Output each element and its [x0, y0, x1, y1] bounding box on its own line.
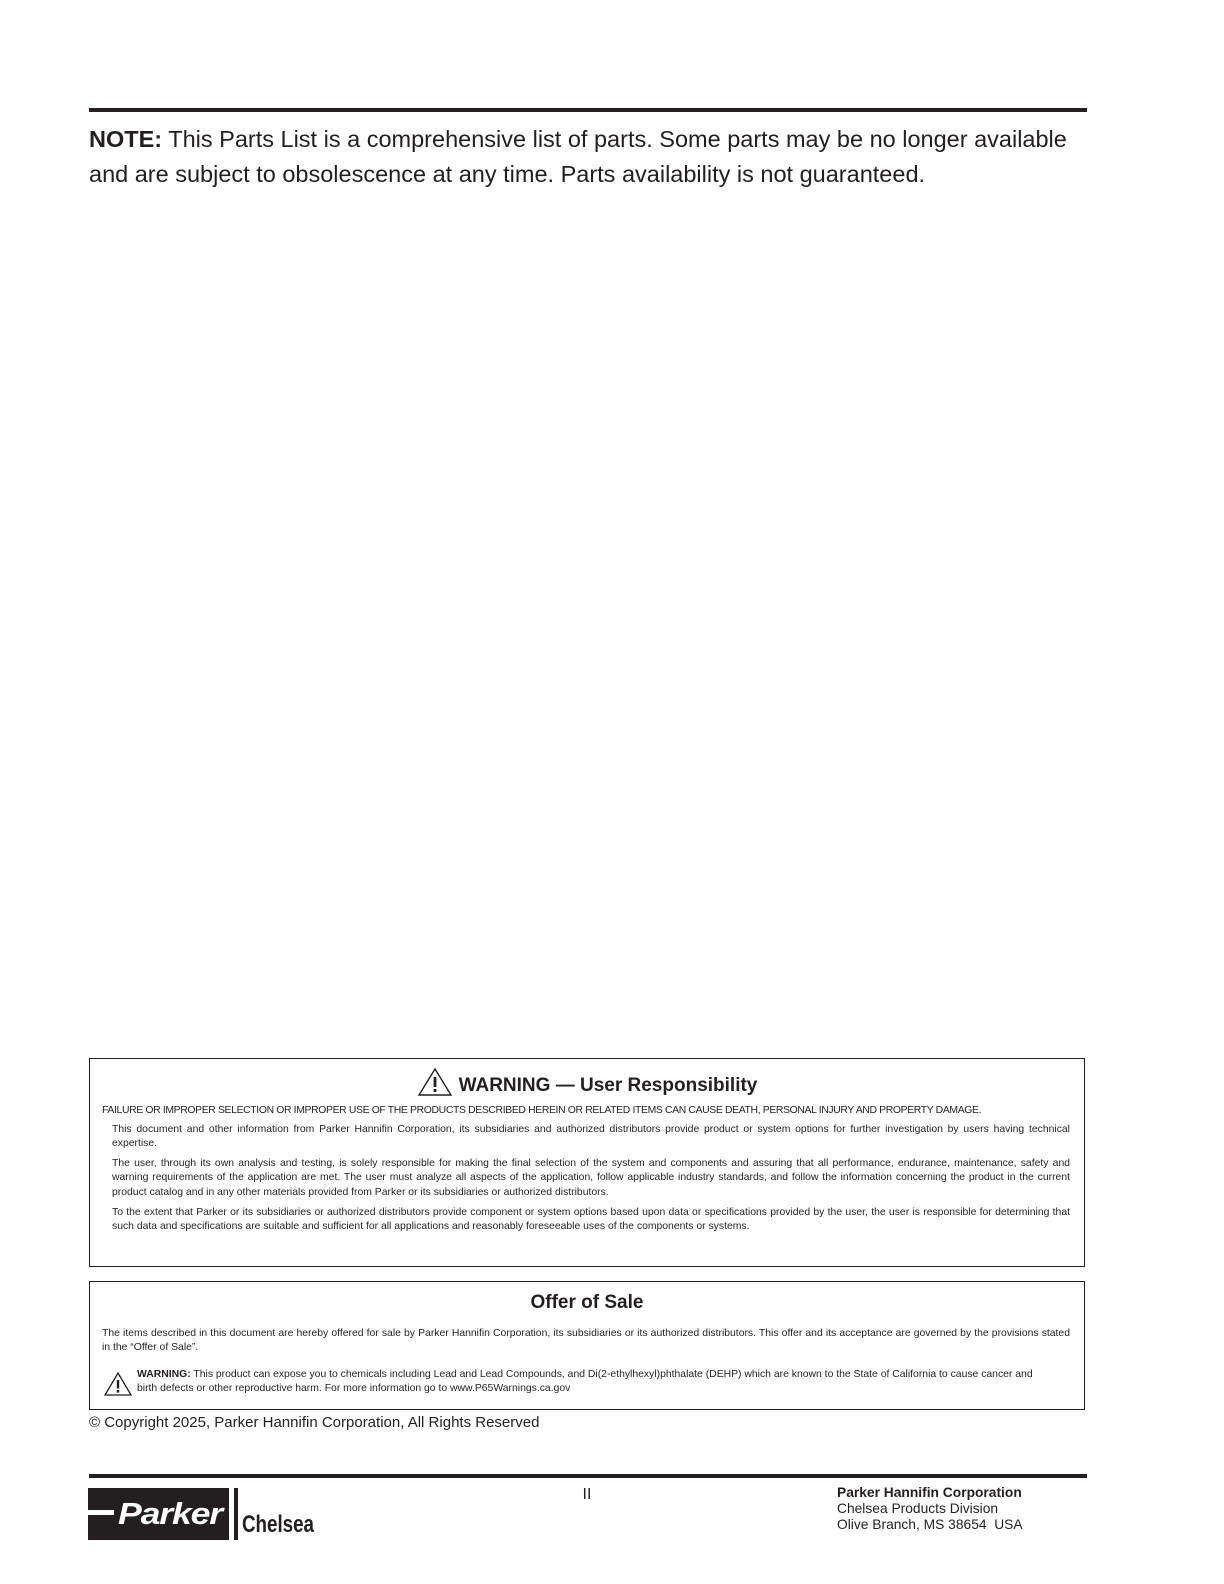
top-rule: [89, 108, 1087, 112]
offer-of-sale-box: [89, 1281, 1085, 1410]
prop65-text: [137, 1368, 1044, 1397]
logo-chelsea-text: Chelsea: [242, 1511, 315, 1538]
warning-box: [89, 1058, 1085, 1267]
offer-title: Offer of Sale: [530, 1292, 644, 1313]
warning-paragraph: The user, through its own analysis and testing, is solely responsible for making the final selection of the system and components and assuring that all performance, endurance, maintenance, safety and warning requirements of the application are met. The user must analyze all aspects of the application, follow applicable industry standards, and follow the information concerning the product in the current product catalog and in any other materials provided from Parker or its subsidiaries or authorized distributors.: [112, 1158, 1070, 1198]
warning-paragraph: To the extent that Parker or its subsidiaries or authorized distributors provide component or system options based upon data or specifications provided by the user, the user is responsible for determining that such data and specifications are suitable and sufficient for all applications and reasonably foreseeable uses of the components or systems.: [112, 1207, 1070, 1233]
offer-text: The items described in this document are hereby offered for sale by Parker Hannifin Corporation, its subsidiaries or its authorized distributors. This offer and its acceptance are governed by the provisions stated in the “Offer of Sale”.: [102, 1328, 1070, 1353]
copyright-line: © Copyright 2025, Parker Hannifin Corporation, All Rights Reserved: [89, 1414, 540, 1431]
parker-chelsea-logo: [88, 1486, 328, 1542]
warning-triangle-icon: [417, 1067, 453, 1097]
prop65-body: This product can expose you to chemicals including Lead and Lead Compounds, and Di(2-ethylhexyl)phthalate (DEHP) which are known to the State of California to cause cancer and birth defects or other reproductive harm. For more information go to www.P65Warnings.ca.gov: [137, 1369, 1033, 1395]
warning-triangle-icon: [103, 1371, 133, 1397]
warning-title: WARNING — User Responsibility: [458, 1075, 758, 1096]
prop65-warning: [102, 1368, 1044, 1400]
corp-division: Chelsea Products Division: [837, 1501, 999, 1516]
page-number: II: [582, 1486, 592, 1503]
parts-list-note: [89, 122, 1089, 192]
note-label: NOTE:: [89, 126, 163, 152]
prop65-label: WARNING:: [137, 1369, 191, 1380]
logo-parker-text: Parker: [118, 1496, 226, 1531]
warning-title-row: [90, 1067, 1084, 1099]
corp-address: Olive Branch, MS 38654 USA: [837, 1517, 1023, 1532]
warning-paragraph: This document and other information from Parker Hannifin Corporation, its subsidiaries and authorized distributors provide product or system options for further investigation by users having technical expertise.: [112, 1124, 1070, 1150]
note-text: This Parts List is a comprehensive list of parts. Some parts may be no longer available and are subject to obsolescence at any time. Parts availability is not guaranteed.: [89, 126, 1067, 187]
warning-caps-line: FAILURE OR IMPROPER SELECTION OR IMPROPER USE OF THE PRODUCTS DESCRIBED HEREIN OR RELATED ITEMS CAN CAUSE DEATH, PERSONAL INJURY AND PROPERTY DAMAGE.: [102, 1105, 982, 1116]
bottom-rule: [89, 1474, 1087, 1478]
corp-name: Parker Hannifin Corporation: [837, 1485, 1022, 1500]
corporate-address: [837, 1485, 1023, 1533]
